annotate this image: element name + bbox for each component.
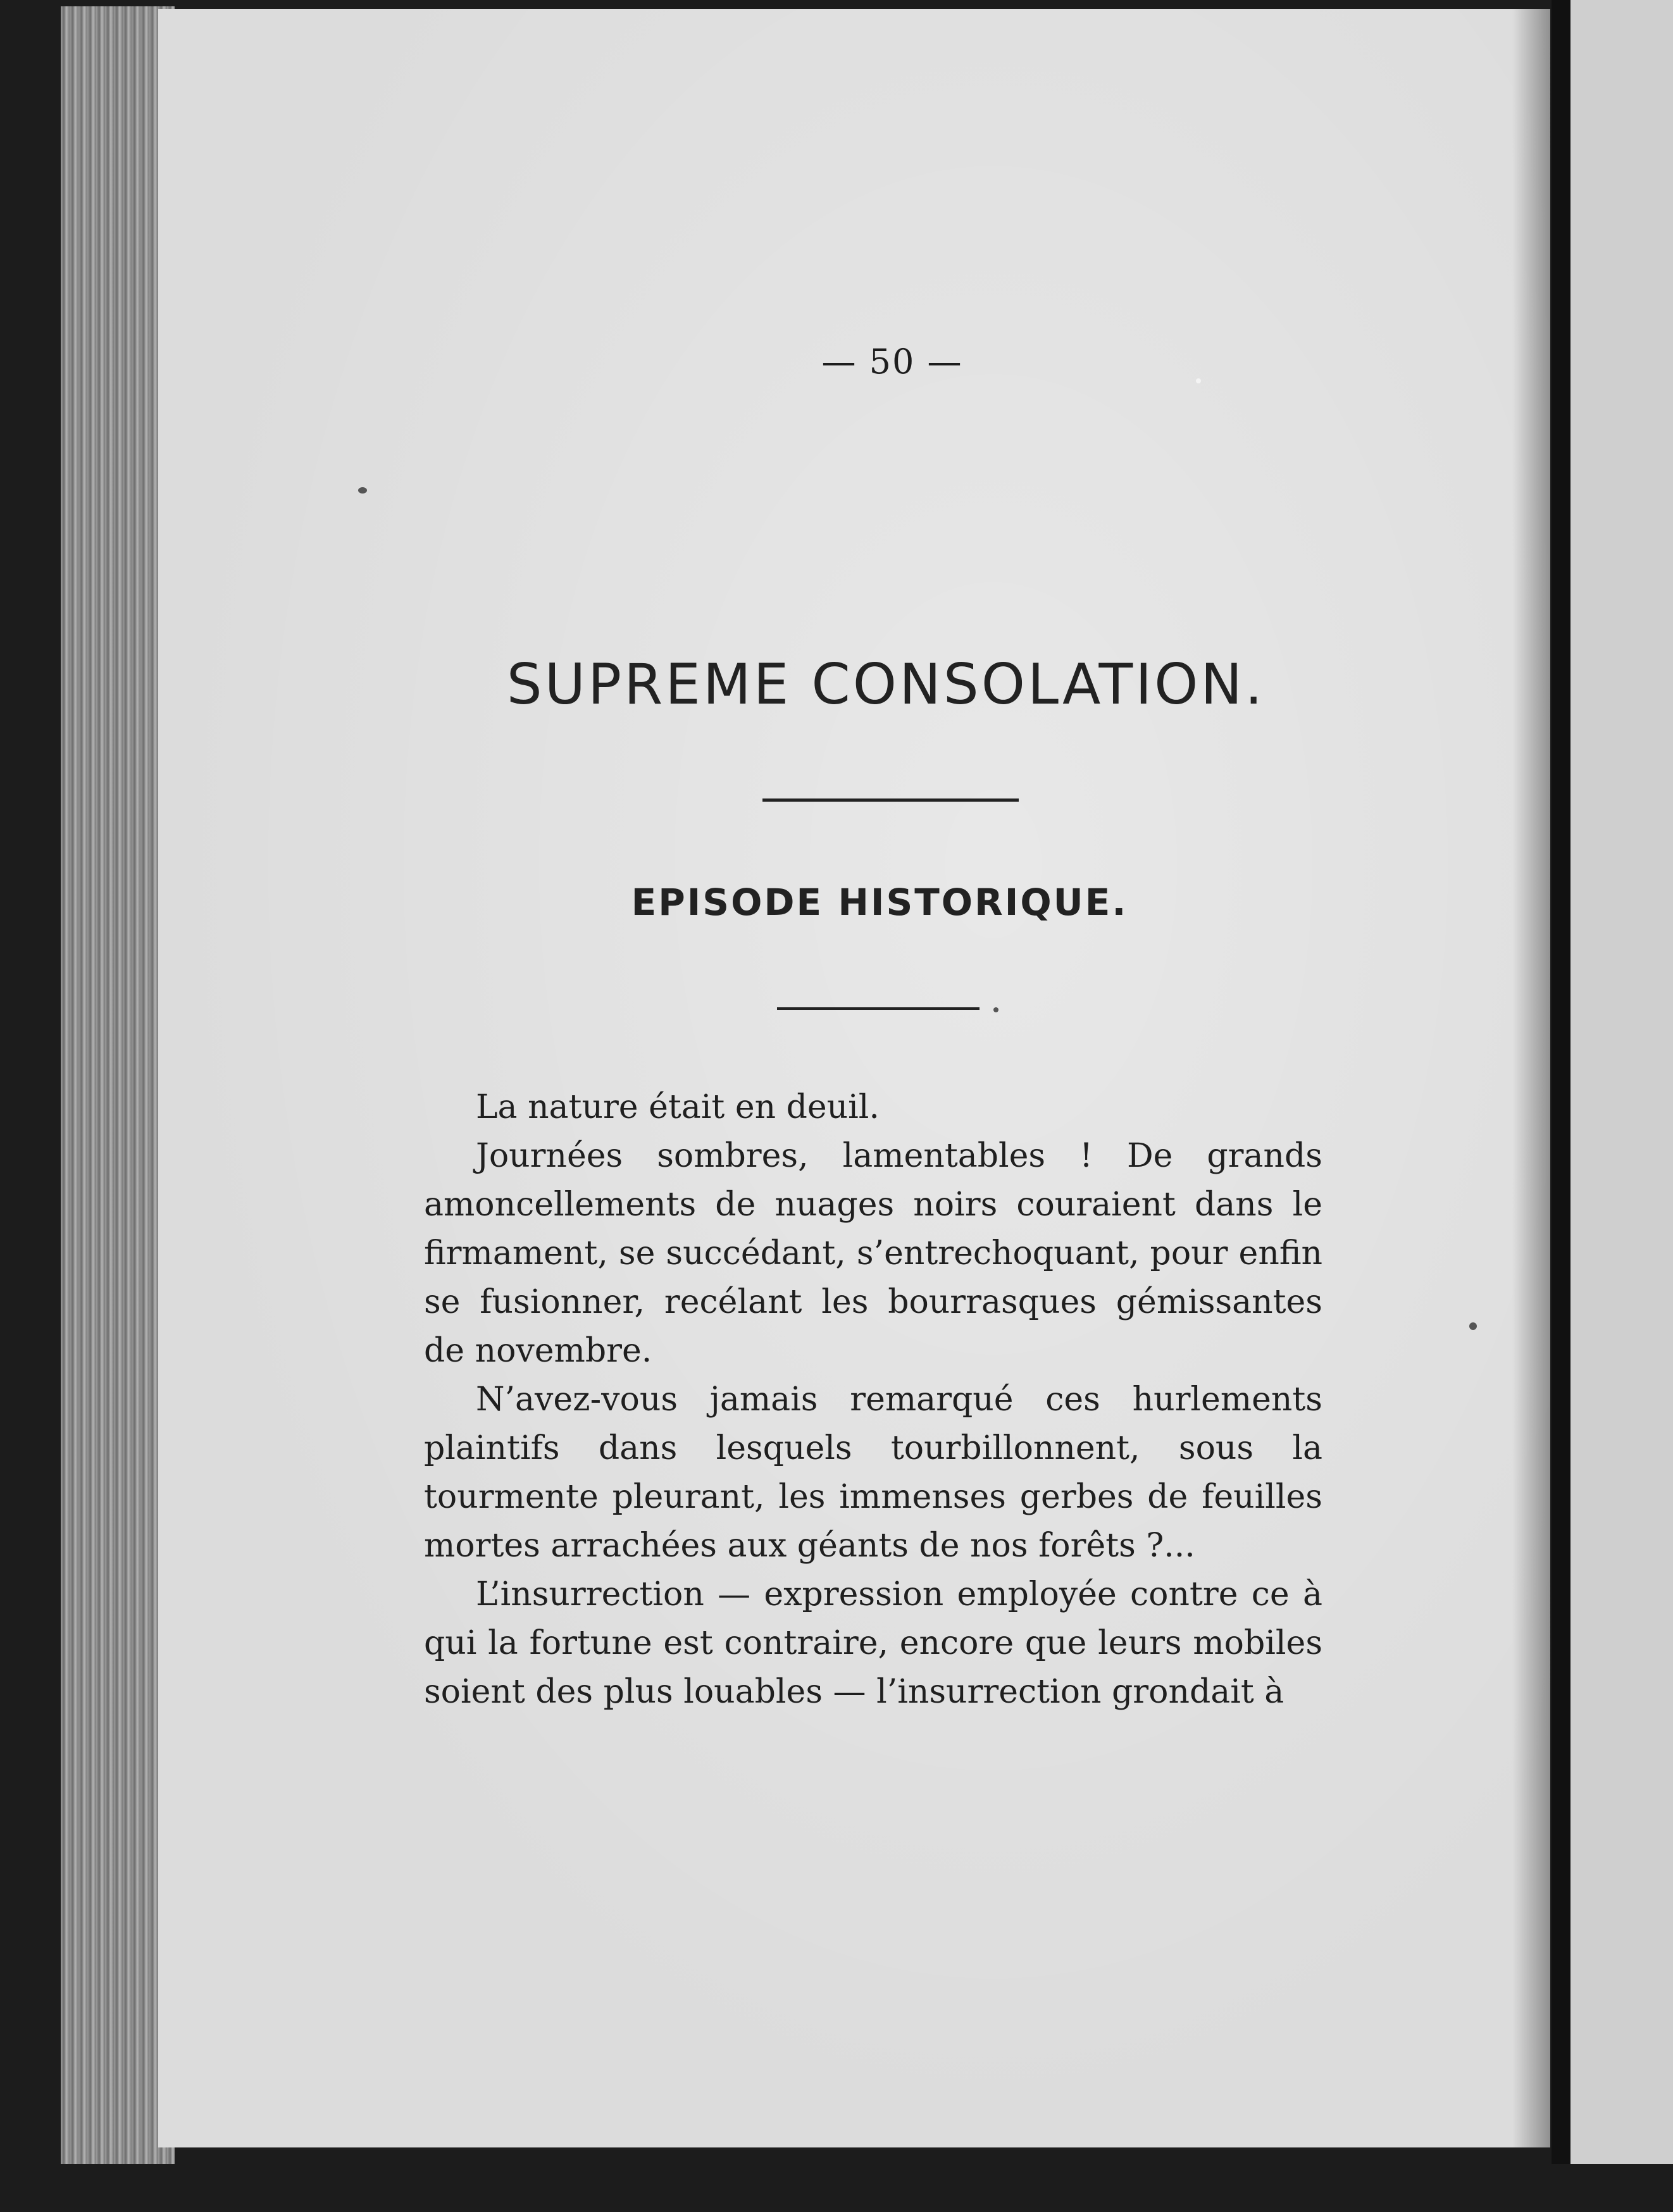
book-page bbox=[158, 9, 1550, 2147]
paper-speck bbox=[358, 487, 367, 494]
gutter-shadow bbox=[1512, 9, 1550, 2147]
paragraph-4: L’insurrection — expression employée contre ce à qui la fortune est contraire, encore que leurs mobiles soient des plus louables — l’insurrection grondait à bbox=[424, 1575, 1322, 1711]
chapter-title: SUPREME CONSOLATION. bbox=[506, 652, 1266, 717]
scan-bottom-border bbox=[0, 2164, 1673, 2212]
paper-speck bbox=[993, 1007, 998, 1012]
paper-speck bbox=[1469, 1322, 1477, 1330]
page-number: — 50 — bbox=[821, 342, 963, 382]
title-rule bbox=[762, 798, 1019, 802]
paragraph-3: N’avez-vous jamais remarqué ces hurlements plaintifs dans lesquels tourbillonnent, sous la tourmente pleurant, les immenses gerbes de feuilles mortes arrachées aux géants de nos forêts ?... bbox=[424, 1381, 1322, 1565]
facing-page-edge bbox=[1570, 0, 1673, 2212]
paragraph-1: La nature était en deuil. bbox=[476, 1088, 880, 1126]
subtitle-rule bbox=[777, 1007, 980, 1010]
chapter-subtitle: EPISODE HISTORIQUE. bbox=[631, 881, 1128, 924]
paper-speck bbox=[1196, 378, 1201, 383]
book-spine bbox=[1552, 0, 1570, 2212]
stacked-page-edges bbox=[61, 6, 175, 2183]
paragraph-2: Journées sombres, lamentables ! De grands amoncellements de nuages noirs couraient dans le firmament, se succédant, s’entrechoquant, pour enfin se fusionner, recélant les bourrasques gémissantes de novembre. bbox=[424, 1137, 1322, 1370]
body-text bbox=[424, 1083, 1322, 1717]
